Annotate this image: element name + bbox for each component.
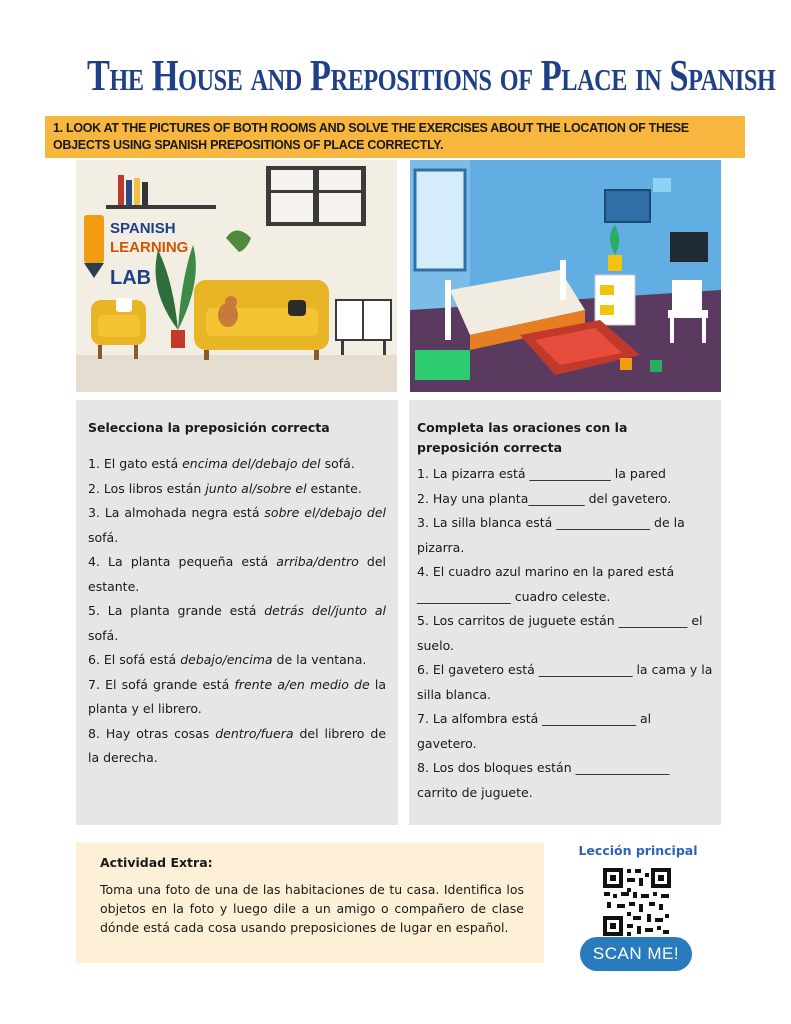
exercise-item: 4. El cuadro azul marino en la pared está _______________ cuadro celeste.: [417, 564, 675, 604]
exercise-item: 8. Los dos bloques están _______________ carrito de juguete.: [417, 760, 670, 800]
exercise-item: 4. La planta pequeña está arriba/dentro del estante.: [88, 554, 386, 594]
exercise-item: 6. El sofá está debajo/encima de la ventana.: [88, 652, 367, 667]
exercise-item: 1. La pizarra está _____________ la pared: [417, 466, 666, 481]
scan-me-button[interactable]: SCAN ME!: [580, 937, 692, 971]
exercise-item: 3. La almohada negra está sobre el/debajo del sofá.: [88, 505, 386, 545]
choice-options: debajo/encima: [180, 652, 273, 667]
exercise-item: 7. La alfombra está _______________ al gavetero.: [417, 711, 652, 751]
choice-options: junto al/sobre el: [205, 480, 307, 496]
exercise-item: 1. El gato está encima del/debajo del sofá.: [88, 456, 355, 471]
choice-options: detrás del/junto al: [264, 603, 387, 618]
qr-code[interactable]: [601, 866, 673, 938]
logo-line2: LEARNING: [110, 239, 189, 256]
bedroom-image: [410, 160, 721, 392]
exercise-item: 8. Hay otras cosas dentro/fuera del librero de la derecha.: [88, 725, 387, 765]
exercise-item: 2. Los libros están junto al/sobre el estante.: [88, 480, 362, 496]
exercise-item: 5. La planta grande está detrás del/junto al sofá.: [88, 603, 387, 643]
panel-heading: Selecciona la preposición correcta: [88, 420, 330, 435]
exercise-item: 3. La silla blanca está _______________ de la pizarra.: [417, 515, 685, 555]
exercise-item: 2. Hay una planta_________ del gavetero.: [417, 490, 672, 506]
choice-options: encima del/debajo del: [182, 456, 321, 471]
instruction-banner: 1. LOOK AT THE PICTURES OF BOTH ROOMS AND SOLVE THE EXERCISES ABOUT THE LOCATION OF THESE OBJECTS USING SPANISH PREPOSITIONS OF PLACE CORRECTLY.: [45, 116, 745, 158]
complete-sentences-panel: [409, 400, 721, 825]
logo-line3: LAB: [110, 267, 152, 289]
qr-label: Lección principal: [578, 843, 698, 858]
living-room-image: [76, 160, 397, 392]
extra-heading: Actividad Extra:: [100, 855, 213, 870]
exercise-item: 7. El sofá grande está frente a/en medio de la planta y el librero.: [88, 676, 386, 716]
logo-line1: SPANISH: [110, 220, 176, 237]
choice-options: arriba/dentro: [276, 554, 359, 569]
choice-options: dentro/fuera: [215, 725, 294, 741]
exercise-item: 6. El gavetero está _______________ la cama y la silla blanca.: [417, 662, 713, 702]
page-title: The House and Prepositions of Place in Spanish: [87, 51, 776, 100]
panel-heading: Completa las oraciones con la preposición correcta: [417, 420, 628, 455]
extra-text: Toma una foto de una de las habitaciones de tu casa. Identifica los objetos en la foto y luego dile a un amigo o compañero de clase dónde está cada cosa usando preposiciones de lugar en español.: [100, 882, 524, 935]
select-preposition-panel: [76, 400, 398, 825]
choice-options: sobre el/debajo del: [264, 505, 386, 520]
choice-options: frente a/en medio de: [234, 676, 370, 692]
extra-activity-box: [76, 843, 544, 963]
exercise-item: 5. Los carritos de juguete están ___________ el suelo.: [417, 613, 703, 653]
